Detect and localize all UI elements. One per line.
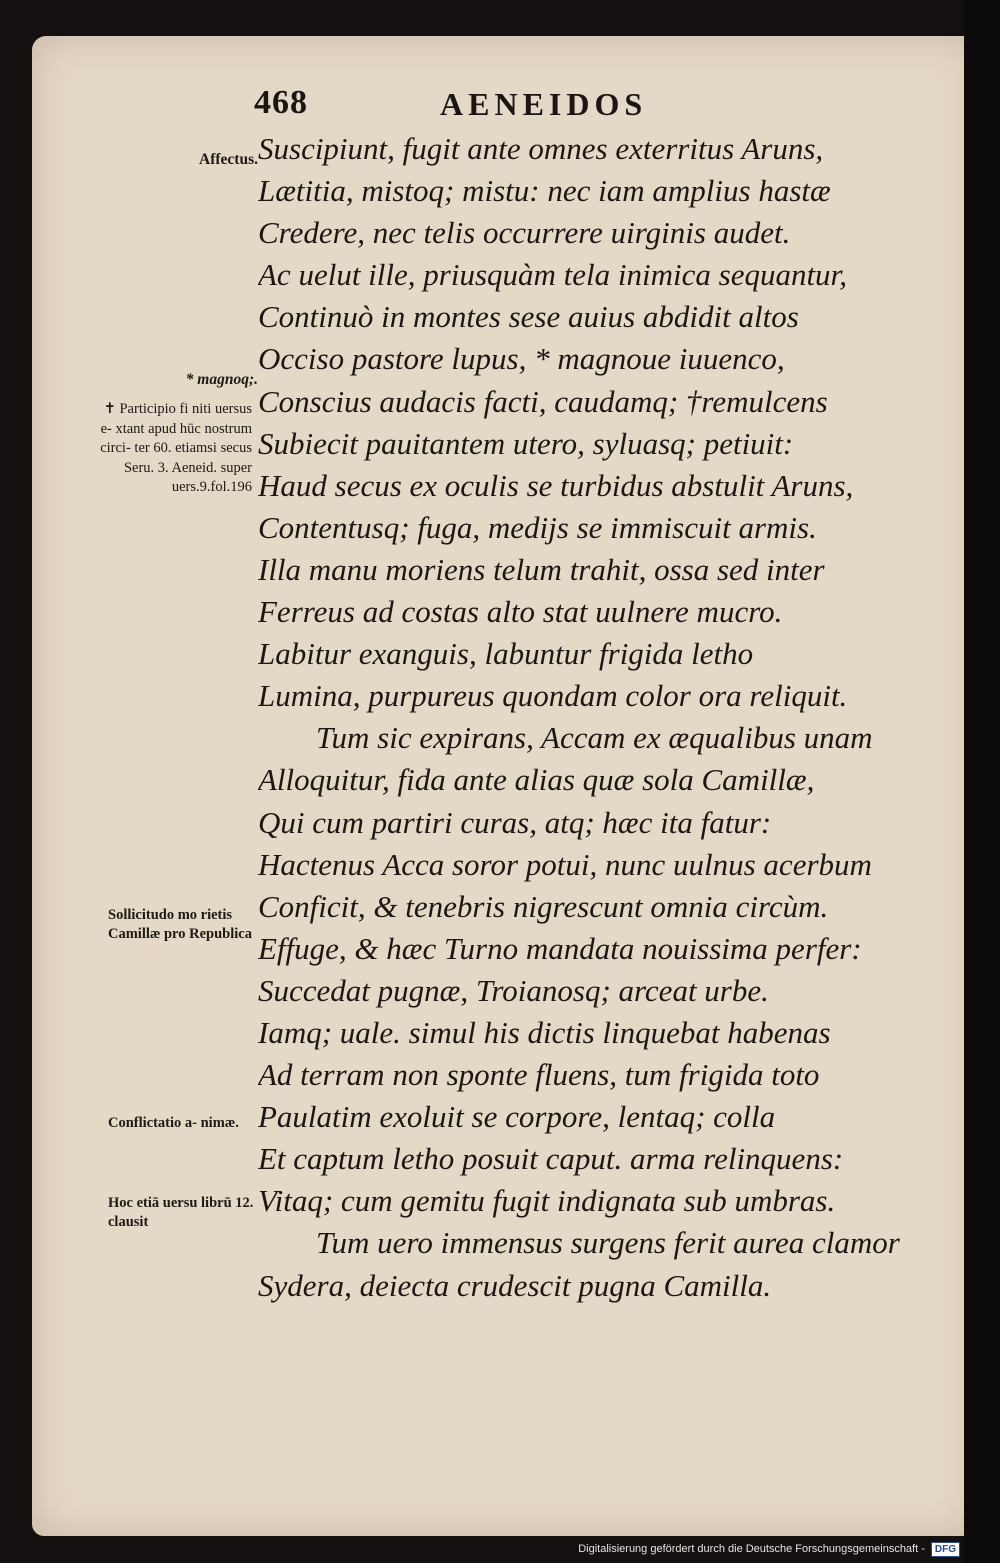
verse-line: Suscipiunt, fugit ante omnes exterritus Aruns, [258,131,824,166]
page-number: 468 [254,84,308,121]
verse-line: Credere, nec telis occurrere uirginis audet. [258,215,791,251]
verse-line: Contentusq; fuga, medijs se immiscuit armis. [258,509,817,545]
verse-line: Subiecit pauitantem utero, syluasq; petiuit: [258,425,794,461]
marginal-note-conflictatio: Conflictatio a- nimæ. [108,1115,239,1131]
verse-line: Tum uero immensus surgens ferit aurea clamor [316,1225,900,1261]
page-header [0,84,1000,124]
verse-line: Succedat pugnæ, Troianosq; arceat urbe. [258,972,769,1008]
verse-line: Sydera, deiecta crudescit pugna Camilla. [258,1267,772,1303]
verse-line: Ac uelut ille, priusquàm tela inimica sequantur, [258,257,847,293]
verse-line: Et captum letho posuit caput. arma relinquens: [258,1141,844,1177]
running-title: AENEIDOS [440,86,648,122]
digitization-credit [578,1539,960,1559]
verse-line: Haud secus ex oculis se turbidus abstulit Aruns, [258,467,854,503]
marginal-note-magnoq: * magnoq;. [185,371,258,388]
verse-line: Paulatim exoluit se corpore, lentaq; colla [258,1099,776,1135]
verse-line: Lumina, purpureus quondam color ora reliquit. [258,678,848,714]
verse-line: Conscius audacis facti, caudamq; †remulcens [258,383,828,419]
verse-line: Qui cum partiri curas, atq; hæc ita fatur: [258,804,772,840]
verse-line: Ferreus ad costas alto stat uulnere mucro. [258,594,783,630]
verse-line: Lætitia, mistoq; mistu: nec iam amplius hastæ [258,173,831,209]
verse-line: Labitur exanguis, labuntur frigida letho [258,636,754,672]
verse-line: Alloquitur, fida ante alias quæ sola Camillæ, [258,762,815,798]
verse-line: Iamq; uale. simul his dictis linquebat habenas [258,1014,831,1050]
verse-line: Tum sic expirans, Accam ex æqualibus unam [316,720,873,756]
verse-line: Continuò in montes sese auius abdidit altos [258,299,799,335]
credit-text: Digitalisierung gefördert durch die Deutsche Forschungsgemeinschaft - [578,1543,925,1555]
dfg-logo: DFG [931,1542,960,1557]
verse-line: Conficit, & tenebris nigrescunt omnia circùm. [258,888,829,924]
verse-line: Vitaq; cum gemitu fugit indignata sub umbras. [258,1183,836,1219]
verse-block [258,128,948,1307]
marginal-note-sollicitudo: Sollicitudo mo rietis Camillæ pro Republica [108,907,252,942]
verse-line: Occiso pastore lupus, * magnoue iuuenco, [258,341,785,377]
verse-line: Hactenus Acca soror potui, nunc uulnus acerbum [258,846,872,882]
marginal-note-affectus: Affectus. [199,151,258,168]
book-spine [964,0,1000,1563]
verse-line: Illa manu moriens telum trahit, ossa sed inter [258,551,825,587]
verse-line: Effuge, & hæc Turno mandata nouissima perfer: [258,930,862,966]
marginal-note-hoc-etia: Hoc etiā uersu librū 12. clausit [108,1195,254,1230]
verse-line: Ad terram non sponte fluens, tum frigida toto [258,1057,820,1093]
marginal-note-participio: ✝ Participio fi niti uersus e- xtant apud hūc nostrum circi- ter 60. etiamsi secus Seru. 3. Aeneid. super uers.9.fol.196 [100,401,252,495]
